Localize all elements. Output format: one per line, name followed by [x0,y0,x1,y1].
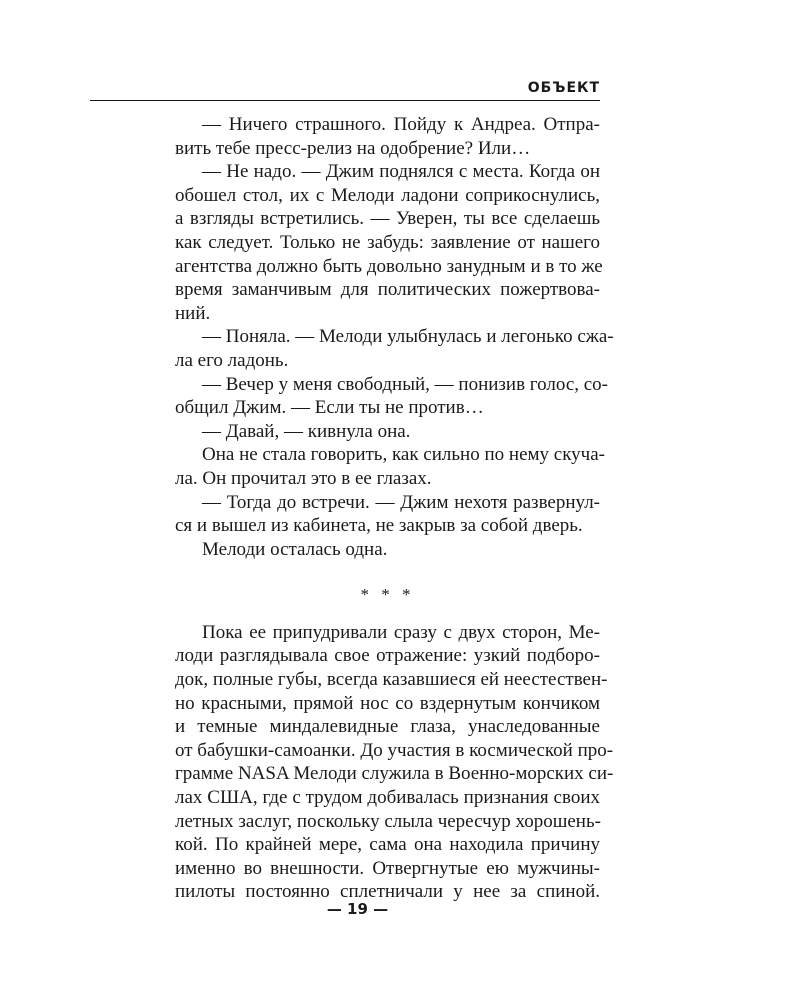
text-line: летных заслуг, поскольку слыла чересчур хорошень- [175,810,601,832]
text-line: время заманчивым для политических пожертвова- [175,279,600,301]
text-line: ся и вышел из кабинета, не закрыв за собой дверь. [175,515,583,537]
text-line: и темные миндалевидные глаза, унаследованные [175,716,600,738]
header-rule [90,100,600,101]
text-line: как следует. Только не забудь: заявление от нашего [175,231,600,253]
text-line: док, полные губы, всегда казавшиеся ей неестествен- [175,669,608,691]
text-line: ла. Он прочитал это в ее глазах. [175,467,432,489]
text-line: а взгляды встретились. — Уверен, ты все сделаешь [175,208,600,230]
text-line: пилоты постоянно сплетничали у нее за спиной. [175,881,600,903]
text-line: — Тогда до встречи. — Джим нехотя развернул- [202,491,600,513]
text-line: агентства должно быть довольно занудным и в то же [175,255,603,277]
body-text [175,113,614,904]
text-line: именно во внешности. Отвергнутые ею мужчины- [175,857,600,879]
section-before-break [175,113,614,561]
text-line: — Вечер у меня свободный, — понизив голос, со- [202,373,609,395]
page-number: — 19 — [326,900,389,918]
text-line: общил Джим. — Если ты не против… [175,397,484,419]
text-line: — Не надо. — Джим поднялся с места. Когда он [202,161,600,183]
text-line: грамме NASA Мелоди служила в Военно-морских си- [175,763,614,785]
text-line: лоди разглядывала свое отражение: узкий подборо- [175,645,600,667]
text-line: ла его ладонь. [175,349,289,371]
section-after-break [175,621,614,904]
running-header: ОБЪЕКТ [527,80,600,96]
text-line: — Поняла. — Мелоди улыбнулась и легонько сжа- [202,326,614,348]
text-line: лах США, где с трудом добивалась признания своих [175,787,600,809]
text-line: но красными, прямой нос со вздернутым кончиком [175,692,600,714]
text-line: — Ничего страшного. Пойду к Андреа. Отпра- [202,114,600,135]
text-line: Мелоди осталась одна. [202,538,388,560]
text-line: от бабушки-самоанки. До участия в космической про- [175,739,614,761]
text-line: ний. [175,302,211,324]
scene-break: * * * [360,585,415,605]
text-line: вить тебе пресс-релиз на одобрение? Или… [175,137,531,159]
text-line: Она не стала говорить, как сильно по нему скуча- [202,444,605,466]
text-line: обошел стол, их с Мелоди ладони соприкоснулись, [175,184,600,206]
text-line: — Давай, — кивнула она. [202,420,411,442]
text-line: кой. По крайней мере, сама она находила причину [175,834,600,856]
text-line: Пока ее припудривали сразу с двух сторон, Ме- [202,621,600,643]
